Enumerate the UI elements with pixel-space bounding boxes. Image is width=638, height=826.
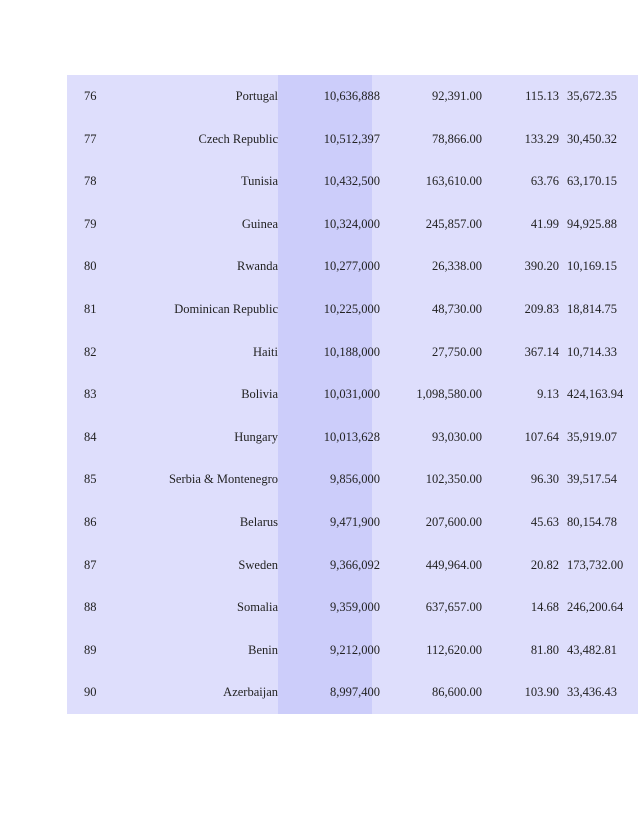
area-cell: 207,600.00 xyxy=(425,514,482,529)
rank-cell: 76 xyxy=(84,89,97,104)
table-row xyxy=(67,629,638,672)
country-cell: Dominican Republic xyxy=(174,302,278,317)
value-cell: 173,732.00 xyxy=(567,557,624,572)
population-cell: 9,471,900 xyxy=(330,514,380,529)
population-cell: 10,277,000 xyxy=(323,259,380,274)
country-cell: Bolivia xyxy=(241,387,278,402)
rank-cell: 79 xyxy=(84,216,97,231)
country-cell: Sweden xyxy=(238,557,278,572)
area-cell: 449,964.00 xyxy=(425,557,482,572)
population-cell: 10,188,000 xyxy=(323,344,380,359)
area-cell: 92,391.00 xyxy=(432,89,482,104)
value-cell: 10,714.33 xyxy=(567,344,617,359)
population-cell: 9,212,000 xyxy=(330,642,380,657)
density-cell: 103.90 xyxy=(524,685,559,700)
table-row xyxy=(67,331,638,374)
country-cell: Guinea xyxy=(241,216,278,231)
country-cell: Hungary xyxy=(234,429,278,444)
rank-cell: 83 xyxy=(84,387,97,402)
population-cell: 10,031,000 xyxy=(323,387,380,402)
population-cell: 8,997,400 xyxy=(330,685,380,700)
country-cell: Portugal xyxy=(235,89,278,104)
table-row xyxy=(67,586,638,629)
country-cell: Benin xyxy=(248,642,278,657)
area-cell: 112,620.00 xyxy=(426,642,482,657)
density-cell: 20.82 xyxy=(530,557,559,572)
value-cell: 43,482.81 xyxy=(567,642,617,657)
rank-cell: 78 xyxy=(84,174,97,189)
country-data-table xyxy=(67,75,638,714)
value-cell: 63,170.15 xyxy=(567,174,617,189)
rank-cell: 80 xyxy=(84,259,97,274)
country-cell: Haiti xyxy=(253,344,278,359)
value-cell: 39,517.54 xyxy=(567,472,617,487)
value-cell: 35,672.35 xyxy=(567,89,617,104)
population-cell: 9,359,000 xyxy=(330,600,380,615)
population-cell: 10,013,628 xyxy=(323,429,380,444)
table-row xyxy=(67,458,638,501)
value-cell: 33,436.43 xyxy=(567,685,617,700)
area-cell: 48,730.00 xyxy=(432,302,482,317)
density-cell: 390.20 xyxy=(524,259,559,274)
population-cell: 10,512,397 xyxy=(323,131,380,146)
table-body xyxy=(67,75,638,714)
area-cell: 27,750.00 xyxy=(432,344,482,359)
value-cell: 424,163.94 xyxy=(567,387,624,402)
rank-cell: 77 xyxy=(84,131,97,146)
country-cell: Belarus xyxy=(239,514,278,529)
rank-cell: 88 xyxy=(84,600,97,615)
density-cell: 115.13 xyxy=(525,89,559,104)
value-cell: 10,169.15 xyxy=(567,259,617,274)
area-cell: 1,098,580.00 xyxy=(416,387,482,402)
table-row xyxy=(67,544,638,587)
area-cell: 86,600.00 xyxy=(432,685,482,700)
density-cell: 9.13 xyxy=(537,387,559,402)
density-cell: 133.29 xyxy=(524,131,559,146)
table-row xyxy=(67,416,638,459)
density-cell: 41.99 xyxy=(530,216,559,231)
country-cell: Czech Republic xyxy=(198,131,278,146)
rank-cell: 87 xyxy=(84,557,97,572)
density-cell: 107.64 xyxy=(524,429,559,444)
density-cell: 367.14 xyxy=(524,344,559,359)
rank-cell: 85 xyxy=(84,472,97,487)
value-cell: 80,154.78 xyxy=(567,514,617,529)
country-cell: Rwanda xyxy=(237,259,278,274)
rank-cell: 82 xyxy=(84,344,97,359)
value-cell: 35,919.07 xyxy=(567,429,617,444)
population-cell: 10,636,888 xyxy=(323,89,380,104)
table-row xyxy=(67,671,638,714)
area-cell: 637,657.00 xyxy=(425,600,482,615)
area-cell: 26,338.00 xyxy=(432,259,482,274)
rank-cell: 86 xyxy=(84,514,97,529)
rank-cell: 89 xyxy=(84,642,97,657)
density-cell: 14.68 xyxy=(530,600,559,615)
value-cell: 246,200.64 xyxy=(567,600,624,615)
population-cell: 9,856,000 xyxy=(330,472,380,487)
table-row xyxy=(67,203,638,246)
country-cell: Tunisia xyxy=(240,174,278,189)
area-cell: 93,030.00 xyxy=(432,429,482,444)
population-cell: 10,225,000 xyxy=(323,302,380,317)
area-cell: 163,610.00 xyxy=(425,174,482,189)
density-cell: 81.80 xyxy=(530,642,559,657)
population-cell: 10,432,500 xyxy=(323,174,380,189)
population-cell: 9,366,092 xyxy=(330,557,380,572)
country-table xyxy=(67,75,638,714)
density-cell: 209.83 xyxy=(524,302,559,317)
country-cell: Serbia & Montenegro xyxy=(168,472,278,487)
density-cell: 63.76 xyxy=(530,174,559,189)
country-cell: Somalia xyxy=(237,600,278,615)
value-cell: 18,814.75 xyxy=(567,302,617,317)
table-row xyxy=(67,160,638,203)
area-cell: 245,857.00 xyxy=(425,216,482,231)
table-row xyxy=(67,118,638,161)
area-cell: 102,350.00 xyxy=(425,472,482,487)
population-cell: 10,324,000 xyxy=(323,216,380,231)
rank-cell: 81 xyxy=(84,302,97,317)
value-cell: 30,450.32 xyxy=(567,131,617,146)
density-cell: 96.30 xyxy=(530,472,559,487)
table-row xyxy=(67,75,638,118)
area-cell: 78,866.00 xyxy=(432,131,482,146)
table-row xyxy=(67,288,638,331)
table-row xyxy=(67,501,638,544)
value-cell: 94,925.88 xyxy=(567,216,617,231)
country-cell: Azerbaijan xyxy=(223,685,278,700)
table-row xyxy=(67,245,638,288)
density-cell: 45.63 xyxy=(530,514,559,529)
rank-cell: 90 xyxy=(84,685,97,700)
table-row xyxy=(67,373,638,416)
rank-cell: 84 xyxy=(84,429,97,444)
